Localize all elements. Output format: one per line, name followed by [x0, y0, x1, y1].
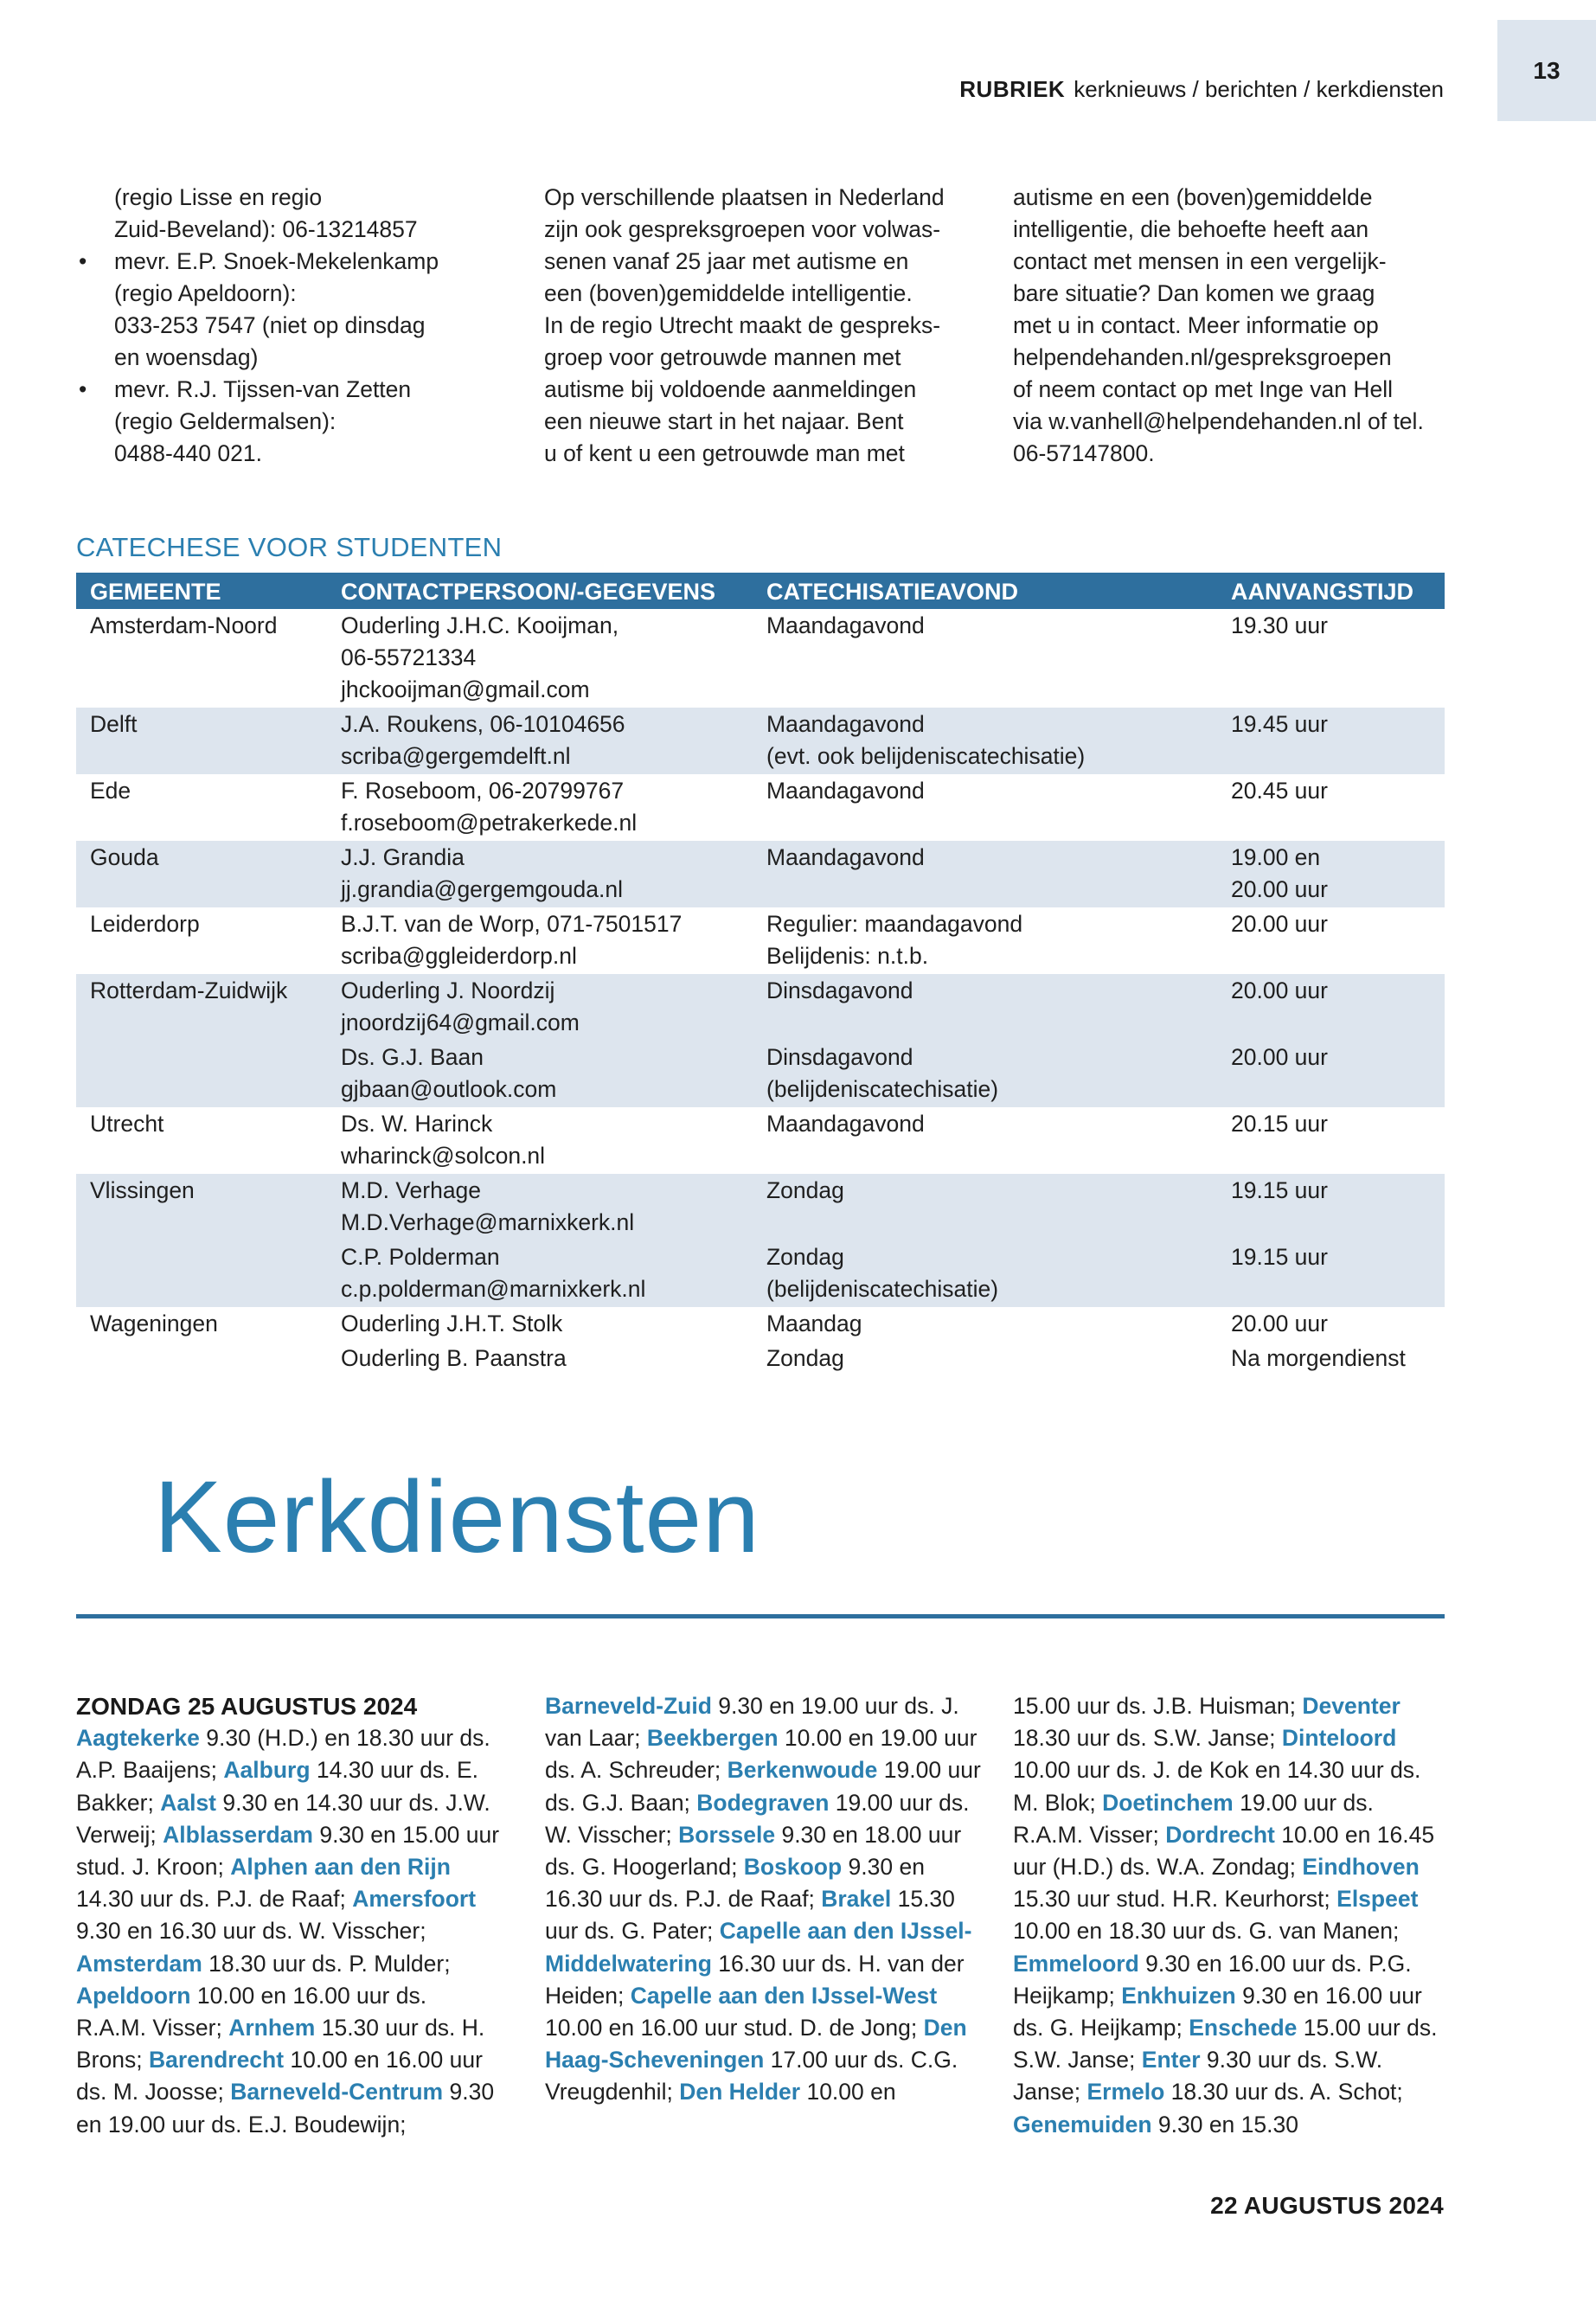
service-details: 15.30 uur ds. H. Brons; — [76, 2015, 485, 2073]
cell-gemeente: Gouda — [76, 841, 327, 907]
table-row — [76, 1342, 1445, 1376]
cell-gemeente — [76, 1041, 327, 1107]
church-place-name: Brakel — [821, 1886, 892, 1913]
cell-gemeente — [76, 1342, 327, 1376]
cell-avond: Dinsdagavond — [753, 974, 1217, 1041]
service-details: 18.30 uur ds. S.W. Janse; — [1013, 1725, 1282, 1752]
table-row — [76, 609, 1445, 708]
table-row — [76, 841, 1445, 907]
cell-tijd: 20.15 uur — [1231, 1111, 1328, 1137]
church-place-name: Elspeet — [1336, 1886, 1419, 1913]
cell-contact: F. Roseboom, 06-20799767 f.roseboom@petrakerkede.nl — [341, 778, 638, 836]
intro-lead: (regio Lisse en regio Zuid-Beveland): 06-13214857 — [114, 184, 418, 242]
catechese-title: CATECHESE VOOR STUDENTEN — [76, 532, 503, 562]
cell-gemeente: Amsterdam-Noord — [90, 612, 278, 638]
cell-tijd: 19.45 uur — [1217, 708, 1445, 774]
service-details: 14.30 uur ds. E. Bakker; — [76, 1757, 478, 1816]
services-column-1 — [76, 1690, 500, 2141]
church-place-name: Den Haag-Scheveningen — [545, 2015, 967, 2073]
cell-contact: Ds. W. Harinck wharinck@solcon.nl — [341, 1111, 546, 1169]
church-place-name: Bodegraven — [696, 1789, 830, 1816]
church-place-name: Aalburg — [223, 1757, 311, 1784]
cell-tijd: 19.00 en 20.00 uur — [1217, 841, 1445, 907]
column-header: GEMEENTE — [76, 573, 327, 609]
cell-gemeente — [76, 1240, 327, 1307]
cell-avond: Maandagavond — [766, 1111, 925, 1137]
church-place-name: Genemuiden — [1013, 2111, 1152, 2138]
cell-gemeente: Utrecht — [90, 1111, 164, 1137]
church-place-name: Beekbergen — [646, 1725, 779, 1752]
service-details: 9.30 en 19.00 uur ds. E.J. Boudewijn; — [76, 2079, 495, 2138]
table-row — [76, 774, 1445, 841]
service-details: 18.30 uur ds. A. Schot; — [1164, 2079, 1403, 2106]
church-place-name: Borssele — [678, 1821, 776, 1848]
section-label: kerknieuws / berichten / kerkdiensten — [1074, 76, 1444, 102]
service-details: 9.30 en 14.30 uur ds. J.W. Verweij; — [76, 1789, 490, 1848]
cell-avond: Dinsdagavond (belijdeniscatechisatie) — [753, 1041, 1217, 1107]
service-details: 9.30 en 15.30 — [1151, 2111, 1298, 2138]
service-details: 15.30 uur stud. H.R. Keurhorst; — [1013, 1886, 1337, 1913]
service-details: 14.30 uur ds. P.J. de Raaf; — [76, 1886, 353, 1913]
cell-tijd: 19.15 uur — [1217, 1240, 1445, 1307]
service-details: 10.00 uur ds. J. de Kok en 14.30 uur ds. M. Blok; — [1013, 1757, 1421, 1816]
cell-avond: Zondag (belijdeniscatechisatie) — [753, 1240, 1217, 1307]
church-place-name: Ermelo — [1086, 2079, 1165, 2106]
service-details: 19.00 uur ds. G.J. Baan; — [545, 1757, 981, 1816]
cell-avond: Zondag — [753, 1174, 1217, 1240]
church-place-name: Barneveld-Centrum — [230, 2079, 444, 2106]
cell-avond: Zondag — [766, 1345, 844, 1371]
cell-gemeente: Leiderdorp — [90, 911, 200, 937]
church-place-name: Amersfoort — [352, 1886, 477, 1913]
cell-contact: B.J.T. van de Worp, 071-7501517 scriba@ggleiderdorp.nl — [341, 911, 683, 969]
kerkdiensten-title: Kerkdiensten — [154, 1460, 760, 1574]
contact-item: mevr. R.J. Tijssen-van Zetten (regio Geldermalsen): 0488-440 021. — [114, 376, 412, 466]
service-details: 10.00 en 19.00 uur ds. A. Schreuder; — [545, 1725, 977, 1784]
contact-item: mevr. E.P. Snoek-Mekelenkamp (regio Apeldoorn): 033-253 7547 (niet op dinsdag en woensdag) — [114, 248, 439, 370]
church-place-name: Aalst — [160, 1789, 217, 1816]
cell-contact: C.P. Polderman c.p.polderman@marnixkerk.nl — [327, 1240, 753, 1307]
table-row — [76, 1307, 1445, 1342]
service-details: 18.30 uur ds. P. Mulder; — [202, 1950, 451, 1977]
cell-tijd: 20.00 uur — [1217, 1041, 1445, 1107]
church-place-name: Alphen aan den Rijn — [230, 1854, 451, 1881]
cell-avond: Maandagavond (evt. ook belijdeniscatechisatie) — [753, 708, 1217, 774]
church-place-name: Barneveld-Zuid — [545, 1693, 712, 1719]
section-divider — [76, 1614, 1445, 1618]
church-place-name: Doetinchem — [1102, 1789, 1234, 1816]
cell-gemeente: Ede — [90, 778, 131, 804]
rubric-label: RUBRIEK — [959, 76, 1066, 102]
service-details: 19.00 uur ds. W. Visscher; — [545, 1789, 970, 1848]
service-details: 9.30 en 16.00 uur ds. G. Heijkamp; — [1013, 1982, 1422, 2041]
date-heading: ZONDAG 25 AUGUSTUS 2024 — [76, 1693, 418, 1720]
page-number: 13 — [1497, 20, 1596, 121]
table-row — [76, 1041, 1445, 1107]
service-details: 9.30 en 15.00 uur stud. J. Kroon; — [76, 1821, 500, 1881]
church-place-name: Enschede — [1189, 2015, 1298, 2041]
intro-column-3 — [1013, 182, 1450, 470]
cell-avond: Maandagavond — [753, 841, 1217, 907]
church-place-name: Deventer — [1302, 1693, 1401, 1719]
cell-gemeente: Wageningen — [90, 1311, 218, 1336]
service-details: 9.30 uur ds. S.W. Janse; — [1013, 2047, 1383, 2106]
cell-avond: Maandagavond — [766, 612, 925, 638]
cell-gemeente: Delft — [76, 708, 327, 774]
table-row — [76, 907, 1445, 974]
service-details: 15.30 uur ds. G. Pater; — [545, 1886, 955, 1945]
church-place-name: Enkhuizen — [1121, 1982, 1236, 2009]
cell-gemeente: Vlissingen — [76, 1174, 327, 1240]
paragraph: Op verschillende plaatsen in Nederland zijn ook gespreksgroepen voor volwas- senen vanaf 25 jaar met autisme en een (boven)gemiddelde intelligentie. In de regio Utrecht maakt de gespreks- groep voor getrouwde mannen met autisme bij voldoende aanmeldingen een nieuwe start in het najaar. Bent u of kent u een getrouwde man met — [544, 184, 945, 466]
service-details: 10.00 en 16.00 uur ds. M. Joosse; — [76, 2047, 483, 2106]
table-row — [76, 1174, 1445, 1240]
services-text — [76, 1722, 500, 2141]
service-details: 19.00 uur ds. R.A.M. Visser; — [1013, 1789, 1374, 1848]
church-place-name: Alblasserdam — [163, 1821, 313, 1848]
church-place-name: Berkenwoude — [727, 1757, 878, 1784]
column-header: CATECHISATIEAVOND — [753, 573, 1217, 609]
service-details: 9.30 en 18.00 uur ds. G. Hoogerland; — [545, 1821, 962, 1881]
cell-gemeente: Rotterdam-Zuidwijk — [76, 974, 327, 1041]
bullet-icon: • — [79, 248, 87, 274]
service-details: 15.00 uur ds. J.B. Huisman; — [1013, 1693, 1303, 1719]
issue-date: 22 AUGUSTUS 2024 — [1210, 2192, 1444, 2219]
cell-avond: Maandagavond — [766, 778, 925, 804]
table-header-row — [76, 573, 1445, 609]
church-place-name: Arnhem — [228, 2015, 316, 2041]
church-place-name: Boskoop — [743, 1854, 843, 1881]
church-place-name: Capelle aan den IJssel-Middelwatering — [545, 1918, 972, 1977]
service-details: 9.30 (H.D.) en 18.30 uur ds. A.P. Baaijens; — [76, 1725, 490, 1784]
service-details: 9.30 en 16.00 uur ds. P.G. Heijkamp; — [1013, 1950, 1412, 2009]
cell-tijd: 20.00 uur — [1231, 1311, 1328, 1336]
service-details: 10.00 en 16.45 uur (H.D.) ds. W.A. Zondag; — [1013, 1821, 1435, 1881]
service-details: 15.00 uur ds. S.W. Janse; — [1013, 2015, 1438, 2073]
paragraph: autisme en een (boven)gemiddelde intelligentie, die behoefte heeft aan contact met mensen in een vergelijk- bare situatie? Dan komen we graag met u in contact. Meer informatie op helpendehanden.nl/gespreksgroepen of neem contact op met Inge van Hell via w.vanhell@helpendehanden.nl of tel. 06-57147800. — [1013, 184, 1424, 466]
church-place-name: Enter — [1141, 2047, 1201, 2073]
cell-tijd: 20.00 uur — [1217, 974, 1445, 1041]
service-details: 9.30 en 16.30 uur ds. P.J. de Raaf; — [545, 1854, 925, 1913]
cell-tijd: Na morgendienst — [1231, 1345, 1406, 1371]
running-header — [959, 76, 1444, 103]
church-place-name: Capelle aan den IJssel-West — [630, 1982, 938, 2009]
service-details: 16.30 uur ds. H. van der Heiden; — [545, 1950, 965, 2009]
service-details: 10.00 en 16.00 uur stud. D. de Jong; — [545, 2015, 924, 2041]
cell-tijd: 19.15 uur — [1217, 1174, 1445, 1240]
cell-contact: M.D. Verhage M.D.Verhage@marnixkerk.nl — [327, 1174, 753, 1240]
church-place-name: Emmeloord — [1013, 1950, 1139, 1977]
cell-contact: Ouderling J.H.T. Stolk — [341, 1311, 563, 1336]
church-place-name: Apeldoorn — [76, 1982, 191, 2009]
table-row — [76, 708, 1445, 774]
cell-contact: Ouderling J.H.C. Kooijman, 06-55721334 jhckooijman@gmail.com — [341, 612, 619, 702]
church-place-name: Den Helder — [679, 2079, 801, 2106]
cell-contact: Ouderling B. Paanstra — [341, 1345, 567, 1371]
church-place-name: Dinteloord — [1281, 1725, 1397, 1752]
cell-contact: J.A. Roukens, 06-10104656 scriba@gergemdelft.nl — [327, 708, 753, 774]
table-row — [76, 1240, 1445, 1307]
service-details: 10.00 en 18.30 uur ds. G. van Manen; — [1013, 1918, 1400, 1945]
service-details: 9.30 en 19.00 uur ds. J. van Laar; — [545, 1693, 959, 1752]
services-column-3 — [1013, 1690, 1450, 2141]
catechese-table — [76, 573, 1445, 1376]
service-details: 10.00 en — [800, 2079, 896, 2106]
church-place-name: Dordrecht — [1165, 1821, 1275, 1848]
bullet-icon: • — [79, 376, 87, 402]
intro-column-2 — [544, 182, 981, 470]
church-place-name: Aagtekerke — [76, 1725, 200, 1752]
church-place-name: Amsterdam — [76, 1950, 202, 1977]
service-details: 17.00 uur ds. C.G. Vreugdenhil; — [545, 2047, 958, 2106]
service-details: 10.00 en 16.00 uur ds. R.A.M. Visser; — [76, 1982, 427, 2041]
intro-column-1 — [76, 182, 483, 470]
table-row — [76, 1107, 1445, 1174]
church-place-name: Eindhoven — [1302, 1854, 1420, 1881]
services-text — [1013, 1690, 1450, 2141]
services-column-2 — [545, 1690, 982, 2109]
cell-contact: Ds. G.J. Baan gjbaan@outlook.com — [327, 1041, 753, 1107]
cell-tijd: 20.00 uur — [1231, 911, 1328, 937]
cell-avond: Regulier: maandagavond Belijdenis: n.t.b. — [766, 911, 1023, 969]
column-header: AANVANGSTIJD — [1217, 573, 1445, 609]
church-place-name: Barendrecht — [148, 2047, 285, 2073]
services-text — [545, 1690, 982, 2109]
cell-contact: Ouderling J. Noordzij jnoordzij64@gmail.com — [327, 974, 753, 1041]
cell-tijd: 19.30 uur — [1231, 612, 1328, 638]
service-details: 9.30 en 16.30 uur ds. W. Visscher; — [76, 1918, 426, 1945]
cell-avond: Maandag — [766, 1311, 862, 1336]
column-header: CONTACTPERSOON/-GEGEVENS — [327, 573, 753, 609]
cell-tijd: 20.45 uur — [1231, 778, 1328, 804]
cell-contact: J.J. Grandia jj.grandia@gergemgouda.nl — [327, 841, 753, 907]
table-row — [76, 974, 1445, 1041]
